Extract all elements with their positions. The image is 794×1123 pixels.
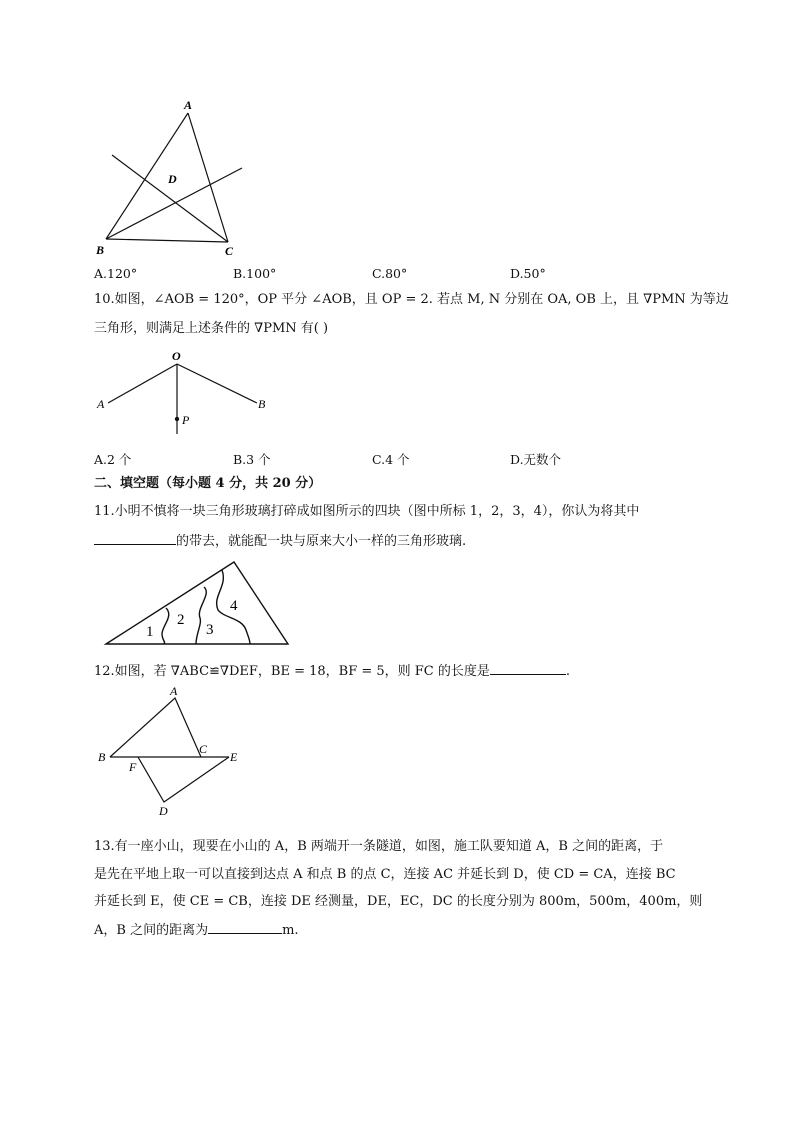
- q10-option-c: C.4 个: [372, 452, 410, 467]
- q10-option-d: D.无数个: [510, 452, 562, 467]
- q11-text-line2: [94, 531, 466, 550]
- label-a: A: [184, 98, 193, 112]
- label-b: B: [96, 243, 105, 257]
- q12-answer-blank[interactable]: [490, 661, 566, 675]
- glass-outline: [106, 562, 288, 644]
- q10-option-b: B.3 个: [233, 452, 271, 467]
- q13-text-line3: 并延长到 E，使 CE = CB，连接 DE 经测量，DE，EC，DC 的长度分别为 800m，500m，400m，则: [94, 894, 703, 909]
- q12-text-body: 12.如图，若 ∇ABC≌∇DEF，BE = 18，BF = 5，则 FC 的长度是: [94, 664, 490, 679]
- label-a: A: [170, 684, 178, 698]
- label-a: A: [97, 397, 105, 411]
- q9-option-c: C.80°: [372, 266, 408, 281]
- crack-1: [162, 608, 169, 644]
- crack-2: [196, 587, 206, 644]
- q9-triangle-figure: [95, 95, 255, 263]
- label-b: B: [98, 750, 106, 764]
- q10-angle-figure: [94, 348, 274, 440]
- q13-text-line4-end: m.: [282, 923, 299, 938]
- q11-glass-figure: [100, 556, 295, 650]
- q10-text-line1: 10.如图，∠AOB = 120°，OP 平分 ∠AOB，且 OP = 2. 若点 M, N 分别在 OA, OB 上，且 ∇PMN 为等边: [94, 292, 729, 307]
- label-d: D: [159, 804, 168, 817]
- label-d: D: [168, 172, 177, 186]
- label-c: C: [225, 244, 234, 258]
- label-o: O: [172, 349, 181, 363]
- piece-3-label: 3: [206, 622, 214, 638]
- label-f: F: [129, 760, 137, 774]
- segment-bc: [106, 239, 228, 242]
- q13-text-line1: 13.有一座小山，现要在小山的 A，B 两端开一条隧道，如图，施工队要知道 A，B 之间的距离，于: [94, 839, 664, 854]
- q9-option-d: D.50°: [510, 266, 546, 281]
- segment-ac: [188, 113, 228, 242]
- q10-option-a: A.2 个: [94, 452, 132, 467]
- q13-text-line4: [94, 920, 299, 939]
- ray-ob: [177, 364, 257, 403]
- label-c: C: [199, 742, 208, 756]
- q13-text-line2: 是先在平地上取一可以直接到达点 A 和点 B 的点 C，连接 AC 并延长到 D，使 CD = CA，连接 BC: [94, 867, 676, 882]
- ray-oa: [108, 364, 177, 403]
- q9-option-b: B.100°: [233, 266, 277, 281]
- triangle-abc: [110, 698, 201, 757]
- label-b: B: [258, 397, 266, 411]
- piece-1-label: 1: [146, 624, 154, 640]
- q11-text-tail: 的带去，就能配一块与原来大小一样的三角形玻璃.: [176, 534, 467, 549]
- q12-triangles-figure: [95, 682, 255, 817]
- q12-text-end: .: [565, 664, 571, 679]
- bisector-from-c: [112, 155, 228, 242]
- q13-text-line4-start: A，B 之间的距离为: [94, 923, 209, 938]
- label-e: E: [230, 750, 238, 764]
- label-p: P: [182, 413, 190, 427]
- piece-4-label: 4: [230, 598, 238, 614]
- q12-text: [94, 661, 570, 680]
- q11-text-line1: 11.小明不慎将一块三角形玻璃打碎成如图所示的四块（图中所标 1，2，3，4），你认为将其中: [94, 504, 640, 519]
- triangle-def: [138, 757, 229, 802]
- q11-answer-blank[interactable]: [94, 531, 176, 545]
- q10-text-line2: 三角形，则满足上述条件的 ∇PMN 有( ): [94, 321, 329, 336]
- q13-answer-blank[interactable]: [208, 920, 282, 934]
- piece-2-label: 2: [177, 612, 185, 628]
- section-heading: 二、填空题（每小题 4 分，共 20 分）: [94, 476, 322, 491]
- q9-option-a: A.120°: [94, 266, 138, 281]
- point-p: [175, 417, 179, 421]
